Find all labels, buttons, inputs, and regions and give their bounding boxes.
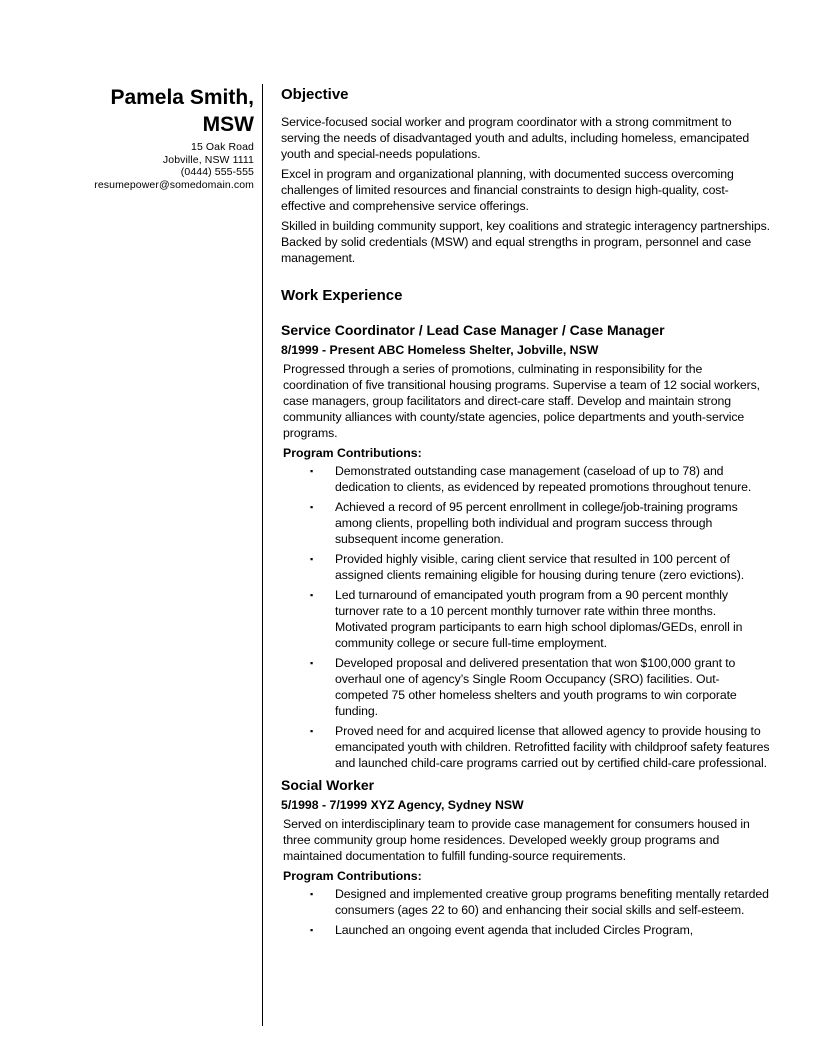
list-item bbox=[310, 587, 771, 651]
name-line-2: MSW bbox=[202, 113, 254, 136]
bullet-icon: ▪ bbox=[310, 658, 314, 668]
bullet-icon: ▪ bbox=[310, 554, 314, 564]
contributions-label: Program Contributions: bbox=[283, 869, 422, 883]
list-item-text: Developed proposal and delivered presentation that won $100,000 grant to overhaul one of agency’s Single Room Occupancy (SRO) facilities. Out-competed 75 other homeless shelters and youth programs to win corporate funding. bbox=[335, 656, 737, 718]
list-item-text: Proved need for and acquired license that allowed agency to provide housing to emancipated youth with children. Retrofitted facility with childproof safety features and launched child-care programs carried out by certified child-care professional. bbox=[335, 724, 770, 770]
objective-paragraph-2: Excel in program and organizational planning, with documented success overcoming challenges of limited resources and financial constraints to design high-quality, cost-effective and comprehensive service offerings. bbox=[281, 167, 734, 213]
contributions-label: Program Contributions: bbox=[283, 446, 422, 460]
job-title: Service Coordinator / Lead Case Manager / Case Manager bbox=[281, 322, 665, 338]
vertical-divider bbox=[262, 84, 263, 1026]
objective-section bbox=[281, 86, 771, 266]
list-item-text: Achieved a record of 95 percent enrollment in college/job-training programs among clients, propelling both individual and program success through subsequent income generation. bbox=[335, 500, 738, 546]
job-summary: Progressed through a series of promotions, culminating in responsibility for the coordination of five transitional housing programs. Supervise a team of 12 social workers, case managers, group facilitators and direct-care staff. Develop and maintain strong community alliances with county/state agencies, police departments and youth-service programs. bbox=[283, 362, 760, 440]
bullet-icon: ▪ bbox=[310, 889, 314, 899]
bullet-icon: ▪ bbox=[310, 590, 314, 600]
list-item-text: Provided highly visible, caring client service that resulted in 100 percent of assigned clients remaining eligible for housing during tenure (zero evictions). bbox=[335, 552, 745, 582]
job-summary: Served on interdisciplinary team to provide case management for consumers housed in three community group home residences. Developed weekly group programs and maintained documentation to fulfill funding-source requirements. bbox=[283, 817, 750, 863]
job-title: Social Worker bbox=[281, 777, 375, 793]
job-dates-employer: 8/1999 - Present ABC Homeless Shelter, Jobville, NSW bbox=[281, 343, 599, 357]
address-line: 15 Oak Road bbox=[191, 141, 254, 153]
job-entry-2 bbox=[281, 777, 771, 938]
list-item bbox=[310, 922, 771, 938]
list-item-text: Led turnaround of emancipated youth program from a 90 percent monthly turnover rate to a 10 percent monthly turnover rate within three months. Motivated program participants to earn high school diplomas/GEDs, enroll in community college or secure full-time employment. bbox=[335, 588, 743, 650]
list-item bbox=[310, 886, 771, 918]
job-entry-1 bbox=[281, 322, 771, 771]
list-item-text: Launched an ongoing event agenda that included Circles Program, bbox=[335, 923, 694, 937]
list-item bbox=[310, 499, 771, 547]
list-item bbox=[310, 723, 771, 771]
list-item bbox=[310, 463, 771, 495]
list-item bbox=[310, 551, 771, 583]
job-dates-employer: 5/1998 - 7/1999 XYZ Agency, Sydney NSW bbox=[281, 798, 524, 812]
bullet-icon: ▪ bbox=[310, 925, 314, 935]
name-line-1: Pamela Smith, bbox=[110, 86, 254, 109]
job-body bbox=[283, 816, 771, 938]
phone-line: (0444) 555-555 bbox=[180, 166, 254, 178]
work-experience-heading: Work Experience bbox=[281, 287, 403, 304]
contact-column bbox=[60, 84, 254, 191]
list-item-text: Designed and implemented creative group programs benefiting mentally retarded consumers (ages 22 to 60) and enhancing their social skills and self-esteem. bbox=[335, 887, 769, 917]
contact-details bbox=[60, 141, 254, 191]
list-item-text: Demonstrated outstanding case management (caseload of up to 78) and dedication to clients, as evidenced by repeated promotions throughout tenure. bbox=[335, 464, 752, 494]
bullet-icon: ▪ bbox=[310, 466, 314, 476]
contributions-list bbox=[283, 463, 771, 771]
bullet-icon: ▪ bbox=[310, 502, 314, 512]
objective-paragraph-1: Service-focused social worker and program coordinator with a strong commitment to serving the needs of disadvantaged youth and adults, including homeless, emancipated youth and special-needs populations. bbox=[281, 115, 750, 161]
candidate-name bbox=[60, 84, 254, 138]
list-item bbox=[310, 655, 771, 719]
city-line: Jobville, NSW 1111 bbox=[162, 153, 254, 166]
objective-paragraph-3: Skilled in building community support, key coalitions and strategic interagency partnerships. Backed by solid credentials (MSW) and equal strengths in program, personnel and case management. bbox=[281, 219, 770, 265]
work-experience-section bbox=[281, 287, 771, 938]
job-body bbox=[283, 361, 771, 771]
bullet-icon: ▪ bbox=[310, 726, 314, 736]
content-column bbox=[281, 86, 771, 944]
email-line: resumepower@somedomain.com bbox=[94, 178, 254, 191]
objective-heading: Objective bbox=[281, 86, 349, 103]
contributions-list bbox=[283, 886, 771, 938]
